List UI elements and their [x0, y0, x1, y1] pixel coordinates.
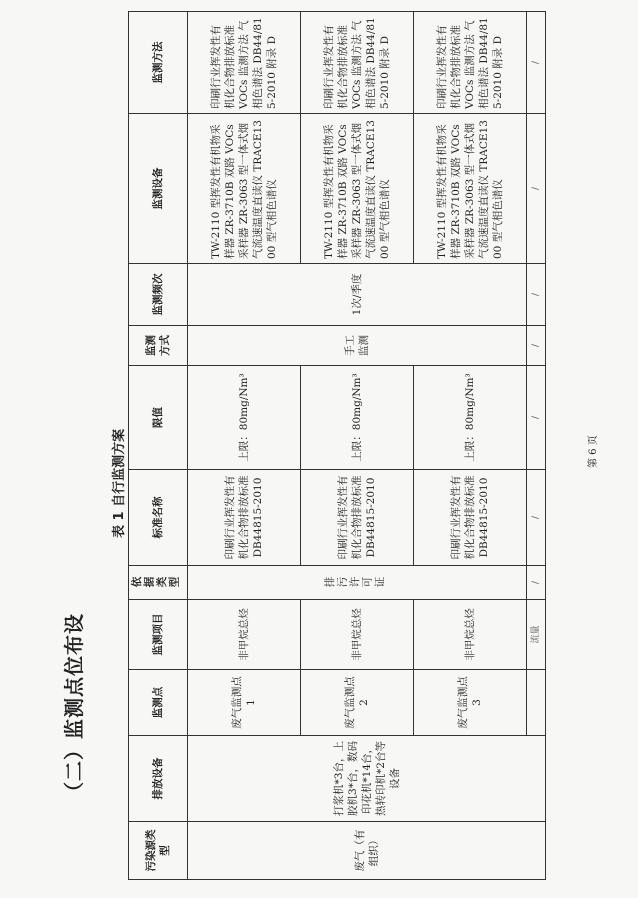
- cell-frequency: 1次/季度: [188, 264, 527, 326]
- cell-standard: 印刷行业挥发性有机化合物排放标准 DB44815-2010: [188, 470, 301, 566]
- page-number: 第 6 页: [588, 435, 599, 468]
- header-limit: 限值: [129, 366, 188, 470]
- table-row: [188, 12, 301, 880]
- header-discharge-equipment: 排放设备: [129, 736, 188, 822]
- cell-flow-limit: /: [527, 366, 546, 470]
- monitoring-plan-table: [128, 11, 546, 880]
- cell-method: 印刷行业挥发性有机化合物排放标准 VOCs 监测方法 气相色谱法 DB44/815-2010 附录 D: [301, 12, 414, 114]
- cell-standard: 印刷行业挥发性有机化合物排放标准 DB44815-2010: [301, 470, 414, 566]
- header-monitoring-item: 监测项目: [129, 600, 188, 670]
- cell-point: 废气监测点 2: [301, 670, 414, 736]
- cell-flow-standard: /: [527, 470, 546, 566]
- cell-method: 印刷行业挥发性有机化合物排放标准 VOCs 监测方法 气相色谱法 DB44/815-2010 附录 D: [188, 12, 301, 114]
- header-row: [129, 12, 188, 880]
- table-caption: 表 1 自行监测方案: [112, 428, 127, 538]
- header-basis-type-text: 依据类型: [131, 576, 181, 589]
- header-pollution-type: 污染源类型: [129, 822, 188, 880]
- cell-limit: 上限：80mg/Nm³: [301, 366, 414, 470]
- cell-item: 非甲烷总烃: [414, 600, 527, 670]
- header-method: 监测方法: [129, 12, 188, 114]
- cell-flow-point: [527, 670, 546, 736]
- cell-discharge-equipment: 打浆机*3台，上胶机3*台，数码印花机*14台，热转印机*2台等设备: [188, 736, 546, 822]
- header-monitoring-method: 监测方式: [129, 326, 188, 366]
- header-equipment: 监测设备: [129, 114, 188, 264]
- cell-pollution-type: 废气（有组织）: [188, 822, 546, 880]
- cell-equipment: TW-2110 型挥发性有机物采样器 ZR-3710B 双路 VOCs 采样器 ZR-3063 型一体式烟气流速温度直读仪 TRACE1300 型气相色谱仪: [301, 114, 414, 264]
- cell-item: 非甲烷总烃: [301, 600, 414, 670]
- cell-method: 印刷行业挥发性有机化合物排放标准 VOCs 监测方法 气相色谱法 DB44/815-2010 附录 D: [414, 12, 527, 114]
- cell-flow-test-method: /: [527, 12, 546, 114]
- cell-flow-method: /: [527, 326, 546, 366]
- header-basis-type: [129, 566, 188, 600]
- cell-flow-item: 流量: [527, 600, 546, 670]
- header-frequency: 监测频次: [129, 264, 188, 326]
- cell-equipment: TW-2110 型挥发性有机物采样器 ZR-3710B 双路 VOCs 采样器 ZR-3063 型一体式烟气流速温度直读仪 TRACE1300 型气相色谱仪: [188, 114, 301, 264]
- cell-equipment: TW-2110 型挥发性有机物采样器 ZR-3710B 双路 VOCs 采样器 ZR-3063 型一体式烟气流速温度直读仪 TRACE1300 型气相色谱仪: [414, 114, 527, 264]
- cell-point: 废气监测点 1: [188, 670, 301, 736]
- cell-limit: 上限：80mg/Nm³: [188, 366, 301, 470]
- cell-item: 非甲烷总烃: [188, 600, 301, 670]
- cell-basis-type: [188, 566, 527, 600]
- cell-flow-frequency: /: [527, 264, 546, 326]
- cell-limit: 上限：80mg/Nm³: [414, 366, 527, 470]
- section-title: （二）监测点位布设: [62, 613, 86, 802]
- cell-point: 废气监测点 3: [414, 670, 527, 736]
- cell-monitoring-method: 手工监测: [188, 326, 527, 366]
- header-standard-name: 标准名称: [129, 470, 188, 566]
- cell-standard: 印刷行业挥发性有机化合物排放标准 DB44815-2010: [414, 470, 527, 566]
- header-monitoring-point: 监测点: [129, 670, 188, 736]
- cell-flow-basis: /: [527, 566, 546, 600]
- cell-basis-type-text: 排污许可证: [323, 576, 387, 589]
- cell-flow-equipment: /: [527, 114, 546, 264]
